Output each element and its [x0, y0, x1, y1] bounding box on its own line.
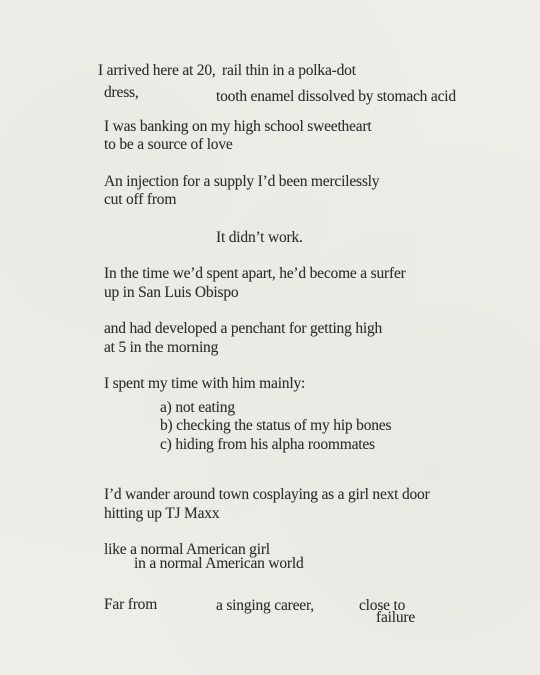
poem-line: dress, [104, 84, 139, 101]
poem-line: failure [376, 609, 416, 626]
poem-line: In the time we’d spent apart, he’d become a surfer [104, 265, 406, 282]
poem-line: cut off from [104, 191, 177, 208]
poem-list-item: c) hiding from his alpha roommates [160, 436, 375, 453]
poem-list-item: a) not eating [160, 399, 235, 416]
poem-line: to be a source of love [104, 136, 233, 153]
poem-line: close to [359, 597, 406, 614]
poem-line: up in San Luis Obispo [104, 284, 239, 301]
poem-line: Far from [104, 596, 158, 613]
poem-list-item: b) checking the status of my hip bones [160, 417, 392, 434]
poem-line: at 5 in the morning [104, 339, 219, 356]
poem-line: in a normal American world [134, 555, 304, 572]
poem-line: I’d wander around town cosplaying as a girl next door [104, 486, 430, 503]
poem-line: I was banking on my high school sweetheart [104, 118, 372, 135]
poem-line: I arrived here at 20, [98, 62, 216, 79]
poem-line: a singing career, [216, 597, 314, 614]
poem-line: like a normal American girl [104, 541, 270, 558]
poem-line: It didn’t work. [216, 229, 303, 246]
poem-line: rail thin in a polka-dot [222, 62, 356, 79]
poem-line: An injection for a supply I’d been mercilessly [104, 173, 380, 190]
poem-line: tooth enamel dissolved by stomach acid [216, 88, 456, 105]
poem-line: and had developed a penchant for getting high [104, 320, 383, 337]
poem-line: hitting up TJ Maxx [104, 505, 220, 522]
poem-line: I spent my time with him mainly: [104, 375, 306, 392]
